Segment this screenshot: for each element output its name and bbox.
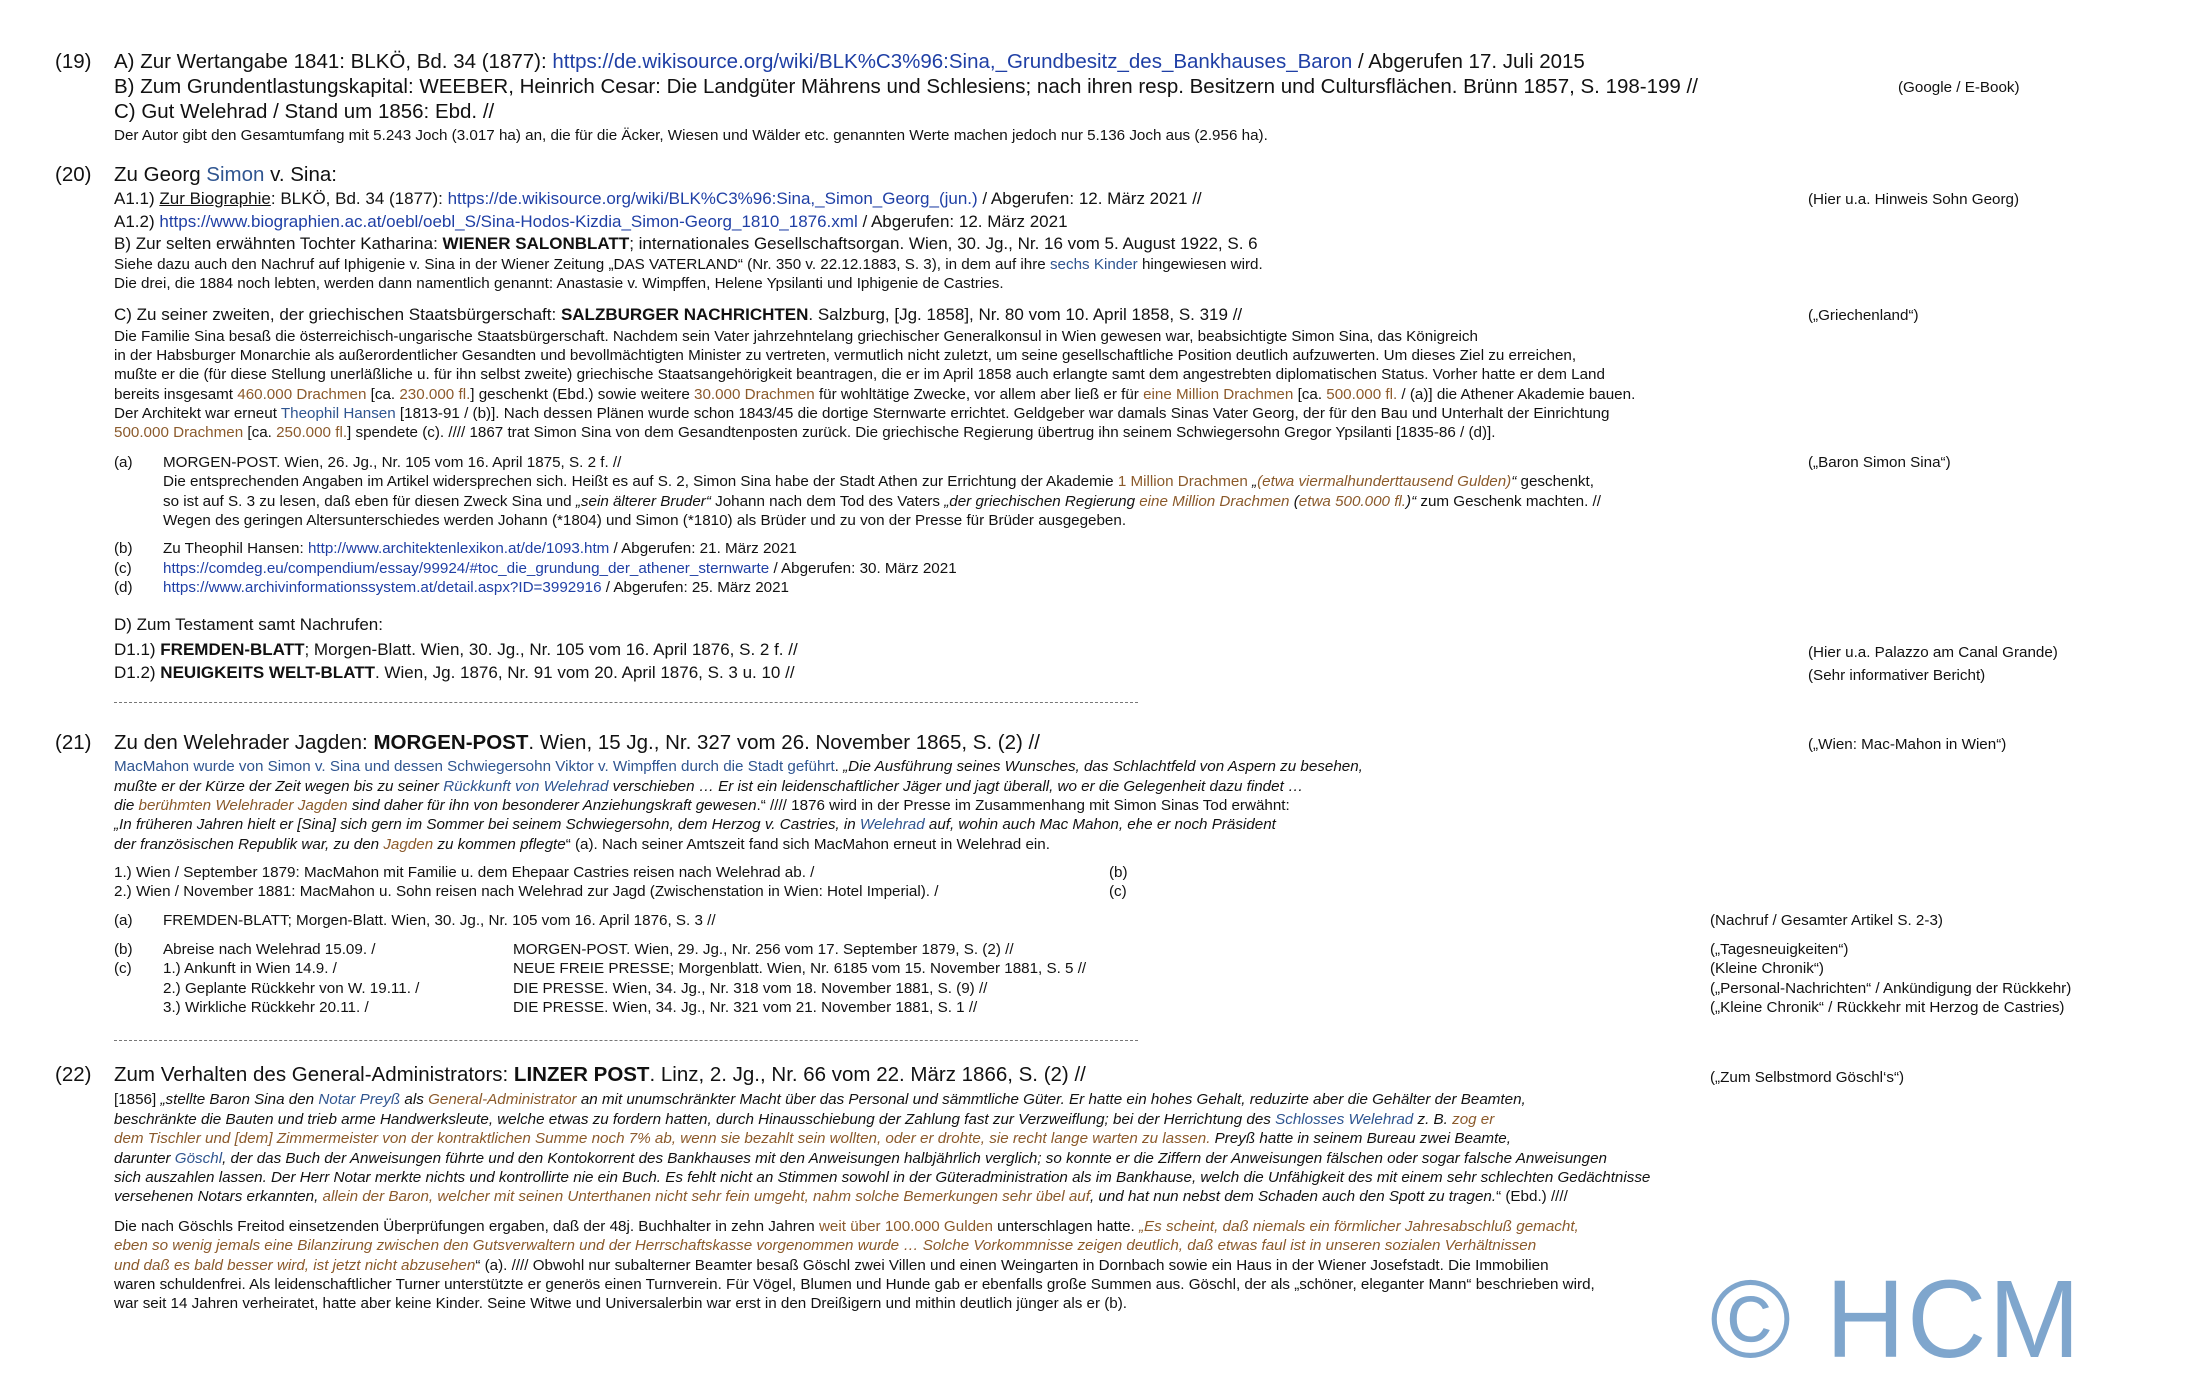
text-line: D1.1) FREMDEN-BLATT; Morgen-Blatt. Wien, 30. Jg., Nr. 105 vom 16. April 1876, S. 2 f. //	[114, 640, 798, 659]
text-line: und daß es bald besser wird, ist jetzt nicht abzusehen“ (a). //// Obwohl nur subalterner Beamter besaß Göschl zwei Villen und einen Weingarten in Dornbach sowie ein Haus in der Wiener Josefstadt. Die Immobilien	[114, 1257, 1549, 1274]
text-line: (Nachruf / Gesamter Artikel S. 2-3)	[1710, 912, 1943, 929]
text-line: 2.) Geplante Rückkehr von W. 19.11. /	[163, 980, 420, 997]
text-line: Die drei, die 1884 noch lebten, werden dann namentlich genannt: Anastasie v. Wimpffen, Helene Ypsilanti und Iphigenie de Castries.	[114, 275, 1004, 292]
text-line: FREMDEN-BLATT; Morgen-Blatt. Wien, 30. Jg., Nr. 105 vom 16. April 1876, S. 3 //	[163, 912, 716, 929]
text-line: Zum Verhalten des General-Administrators: LINZER POST. Linz, 2. Jg., Nr. 66 vom 22. März 1866, S. (2) //	[114, 1063, 1086, 1086]
text-line: DIE PRESSE. Wien, 34. Jg., Nr. 321 vom 21. November 1881, S. 1 //	[513, 999, 978, 1016]
text-line: war seit 14 Jahren verheiratet, hatte aber keine Kinder. Seine Witwe und Universalerbin war erst in den Dreißigern und mithin deutlich jünger als er (b).	[114, 1295, 1128, 1312]
text-line: (Google / E-Book)	[1898, 79, 2020, 96]
text-line: Die nach Göschls Freitod einsetzenden Überprüfungen ergaben, daß der 48j. Buchhalter in zehn Jahren weit über 100.000 Gulden unterschlagen hatte. „Es scheint, daß niemals ein förmlicher Jahresabschluß gemacht,	[114, 1218, 1579, 1235]
text-line: Die entsprechenden Angaben im Artikel widersprechen sich. Heißt es auf S. 2, Simon Sina habe der Stadt Athen zur Errichtung der Akademie 1 Million Drachmen „(etwa viermalhunderttausend Gulden)“ geschenkt,	[163, 473, 1594, 490]
text-line: (Sehr informativer Bericht)	[1808, 667, 1986, 684]
text-line: Zu Theophil Hansen: http://www.architektenlexikon.at/de/1093.htm / Abgerufen: 21. März 2021	[163, 540, 797, 557]
text-line: (a)	[114, 912, 133, 929]
text-line: (b)	[114, 540, 133, 557]
text-line: B) Zum Grundentlastungskapital: WEEBER, Heinrich Cesar: Die Landgüter Mährens und Schlesiens; nach ihren resp. Besitzern und Cultursflächen. Brünn 1857, S. 198-199 //	[114, 75, 1698, 98]
text-line: der französischen Republik war, zu den Jagden zu kommen pflegte“ (a). Nach seiner Amtszeit fand sich MacMahon erneut in Welehrad ein.	[114, 836, 1050, 853]
text-line: NEUE FREIE PRESSE; Morgenblatt. Wien, Nr. 6185 vom 15. November 1881, S. 5 //	[513, 960, 1087, 977]
text-line: (20)	[55, 163, 92, 186]
text-line: bereits insgesamt 460.000 Drachmen [ca. 230.000 fl.] geschenkt (Ebd.) sowie weitere 30.000 Drachmen für wohltätige Zwecke, vor allem aber ließ er für eine Million Drachmen [ca. 500.000 fl. / (a)] die Athener Akademie bauen.	[114, 386, 1636, 403]
text-line: 1.) Ankunft in Wien 14.9. /	[163, 960, 337, 977]
text-line: (19)	[55, 50, 92, 73]
text-line: („Wien: Mac-Mahon in Wien“)	[1808, 736, 2007, 753]
text-line: („Zum Selbstmord Göschl‘s“)	[1710, 1069, 1905, 1086]
text-line: Zu Georg Simon v. Sina:	[114, 163, 337, 186]
text-line: Der Autor gibt den Gesamtumfang mit 5.243 Joch (3.017 ha) an, die für die Äcker, Wiesen und Wälder etc. genannten Werte machen jedoch nur 5.136 Joch aus (2.956 ha).	[114, 127, 1268, 144]
text-line: Die Familie Sina besaß die österreichisch-ungarische Staatsbürgerschaft. Nachdem sein Vater jahrzehntelang griechischer Generalkonsul in Wien gewesen war, beabsichtigte Simon Sina, das Königreich	[114, 328, 1478, 345]
text-line: MORGEN-POST. Wien, 26. Jg., Nr. 105 vom 16. April 1875, S. 2 f. //	[163, 454, 622, 471]
text-line: https://comdeg.eu/compendium/essay/99924/#toc_die_grundung_der_athener_sternwarte / Abgerufen: 30. März 2021	[163, 560, 957, 577]
text-line: (c)	[114, 560, 132, 577]
text-line: („Personal-Nachrichten“ / Ankündigung der Rückkehr)	[1710, 980, 2072, 997]
text-line: („Kleine Chronik“ / Rückkehr mit Herzog de Castries)	[1710, 999, 2065, 1016]
text-line: Der Architekt war erneut Theophil Hansen [1813-91 / (b)]. Nach dessen Plänen wurde schon 1843/45 die dortige Sternwarte errichtet. Geldgeber war damals Sinas Vater Georg, der für den Bau und Unterhalt der Einrichtung	[114, 405, 1610, 422]
text-line: 1.) Wien / September 1879: MacMahon mit Familie u. dem Ehepaar Castries reisen nach Welehrad ab. /	[114, 864, 815, 881]
text-line: („Baron Simon Sina“)	[1808, 454, 1951, 471]
text-line: waren schuldenfrei. Als leidenschaftlicher Turner unterstützte er generös einen Turnverein. Für Vögel, Blumen und Hunde gab er ebenfalls große Summen aus. Göschl, der als „schöner, eleganter Mann“ beschrieben wird,	[114, 1276, 1595, 1293]
text-line: 2.) Wien / November 1881: MacMahon u. Sohn reisen nach Welehrad zur Jagd (Zwischenstation in Wien: Hotel Imperial). /	[114, 883, 939, 900]
text-line: https://www.archivinformationssystem.at/detail.aspx?ID=3992916 / Abgerufen: 25. März 2021	[163, 579, 789, 596]
text-line: (Hier u.a. Hinweis Sohn Georg)	[1808, 191, 2020, 208]
text-line: D1.2) NEUIGKEITS WELT-BLATT. Wien, Jg. 1876, Nr. 91 vom 20. April 1876, S. 3 u. 10 //	[114, 663, 795, 682]
text-line: Abreise nach Welehrad 15.09. /	[163, 941, 376, 958]
text-line: dem Tischler und [dem] Zimmermeister von der kontraktlichen Summe noch 7% ab, wenn sie bezahlt sein wollten, oder er drohte, sie recht lange warten zu lassen. Preyß hatte in seinem Bureau zwei Beamte,	[114, 1130, 1511, 1147]
text-line: B) Zur selten erwähnten Tochter Katharina: WIENER SALONBLATT; internationales Gesellschaftsorgan. Wien, 30. Jg., Nr. 16 vom 5. August 1922, S. 6	[114, 234, 1258, 253]
text-line: Wegen des geringen Altersunterschiedes werden Johann (*1804) und Simon (*1810) als Brüder und zu von der Presse für Brüder ausgegeben.	[163, 512, 1127, 529]
text-line: DIE PRESSE. Wien, 34. Jg., Nr. 318 vom 18. November 1881, S. (9) //	[513, 980, 988, 997]
section-divider	[114, 702, 1138, 703]
text-line: A1.2) https://www.biographien.ac.at/oebl/oebl_S/Sina-Hodos-Kizdia_Simon-Georg_1810_1876.xml / Abgerufen: 12. März 2021	[114, 212, 1068, 231]
text-line: 3.) Wirkliche Rückkehr 20.11. /	[163, 999, 369, 1016]
text-line: A1.1) Zur Biographie: BLKÖ, Bd. 34 (1877): https://de.wikisource.org/wiki/BLK%C3%96:Sina,_Simon_Georg_(jun.) / Abgerufen: 12. März 2021 //	[114, 189, 1202, 208]
text-line: (a)	[114, 454, 133, 471]
section-divider	[114, 1040, 1138, 1041]
text-line: sich auszahlen lassen. Der Herr Notar merkte nichts und kontrollirte nie ein Buch. Es fehlt nicht an Stimmen sowohl in der Güteradministration als im Bankhause, welch die Unfähigkeit des mit einem sehr schlechten Gedächtnisse	[114, 1169, 1651, 1186]
text-line: eben so wenig jemals eine Bilanzirung zwischen den Gutsverwaltern und der Herrschaftskasse vorgenommen wurde … Solche Vorkommnisse zeigen deutlich, daß etwas faul ist in unseren sozialen Verhältnissen	[114, 1237, 1537, 1254]
text-line: (d)	[114, 579, 133, 596]
text-line: C) Gut Welehrad / Stand um 1856: Ebd. //	[114, 100, 495, 123]
text-line: darunter Göschl, der das Buch der Anweisungen führte und den Kontokorrent des Bankhauses mit den Anweisungen halbjährlich verglich; so konnte er die Ziffern der Anweisungen fälschen oder sogar falsche Anweisungen	[114, 1150, 1607, 1167]
text-line: „In früheren Jahren hielt er [Sina] sich gern im Sommer bei seinem Schwiegersohn, dem Herzog v. Castries, in Welehrad auf, wohin auch Mac Mahon, ehe er noch Präsident	[114, 816, 1276, 833]
text-line: Siehe dazu auch den Nachruf auf Iphigenie v. Sina in der Wiener Zeitung „DAS VATERLAND“ (Nr. 350 v. 22.12.1883, S. 3), in dem auf ihre sechs Kinder hingewiesen wird.	[114, 256, 1263, 273]
text-line: (22)	[55, 1063, 92, 1086]
text-line: (b)	[114, 941, 133, 958]
text-line: MORGEN-POST. Wien, 29. Jg., Nr. 256 vom 17. September 1879, S. (2) //	[513, 941, 1014, 958]
text-line: mußte er die (für diese Stellung unerläßliche u. für ihn selbst zweite) griechische Staatsangehörigkeit beantragen, die er im April 1858 auch erlangte samt dem angestrebten diplomatischen Status. Vorher hatte er dem Land	[114, 366, 1605, 383]
text-line: („Tagesneuigkeiten“)	[1710, 941, 1849, 958]
text-line: beschränkte die Bauten und trieb arme Handwerksleute, welche etwas zu fordern hatten, durch Hinausschiebung der Zahlung fast zur Verzweiflung; bei der Herrichtung des Schlosses Welehrad z. B. zog er	[114, 1111, 1495, 1128]
text-line: C) Zu seiner zweiten, der griechischen Staatsbürgerschaft: SALZBURGER NACHRICHTEN. Salzburg, [Jg. 1858], Nr. 80 vom 10. April 1858, S. 319 //	[114, 305, 1243, 324]
text-line: (Hier u.a. Palazzo am Canal Grande)	[1808, 644, 2058, 661]
text-line: mußte er der Kürze der Zeit wegen bis zu seiner Rückkunft von Welehrad verschieben … Er ist ein leidenschaftlicher Jäger und jagt überall, wo er die Gelegenheit dazu findet …	[114, 778, 1304, 795]
text-line: in der Habsburger Monarchie als außerordentlicher Gesandten und bevollmächtigten Minister zu vertreten, vermutlich nicht zuletzt, um seine gesellschaftliche Position deutlich aufzuwerten. Um dieses Ziel zu erreichen,	[114, 347, 1577, 364]
text-line: versehenen Notars erkannten, allein der Baron, welcher mit seinen Unterthanen nicht sehr fein umgeht, nahm solche Bemerkungen sehr übel auf, und hat nun nebst dem Schaden auch den Spott zu tragen.“ (Ebd.) ////	[114, 1188, 1568, 1205]
text-line: (c)	[1109, 883, 1127, 900]
text-line: D) Zum Testament samt Nachrufen:	[114, 615, 383, 634]
text-line: („Griechenland“)	[1808, 307, 1919, 324]
text-line: 500.000 Drachmen [ca. 250.000 fl.] spendete (c). //// 1867 trat Simon Sina von dem Gesandtenposten zurück. Die griechische Regierung übertrug ihn seinem Schwiegersohn Gregor Ypsilanti [1835-86 / (d)].	[114, 424, 1496, 441]
text-line: (c)	[114, 960, 132, 977]
text-line: (Kleine Chronik“)	[1710, 960, 1824, 977]
text-line: Zu den Welehrader Jagden: MORGEN-POST. Wien, 15 Jg., Nr. 327 vom 26. November 1865, S. (2) //	[114, 731, 1040, 754]
text-line: [1856] „stellte Baron Sina den Notar Preyß als General-Administrator an mit unumschränkter Macht über das Personal und sämmtliche Güter. Er hatte ein hohes Gehalt, reduzirte aber die Gehälter der Beamten,	[114, 1091, 1526, 1108]
text-line: MacMahon wurde von Simon v. Sina und dessen Schwiegersohn Viktor v. Wimpffen durch die Stadt geführt. „Die Ausführung seines Wunsches, das Schlachtfeld von Aspern zu besehen,	[114, 758, 1363, 775]
text-line: (b)	[1109, 864, 1128, 881]
text-line: so ist auf S. 3 zu lesen, daß eben für diesen Zweck Sina und „sein älterer Bruder“ Johann nach dem Tod des Vaters „der griechischen Regierung eine Million Drachmen (etwa 500.000 fl.)“ zum Geschenk machten. //	[163, 493, 1602, 510]
text-line: A) Zur Wertangabe 1841: BLKÖ, Bd. 34 (1877): https://de.wikisource.org/wiki/BLK%C3%96:Sina,_Grundbesitz_des_Bankhauses_Baron / Abgerufen 17. Juli 2015	[114, 50, 1585, 73]
text-line: (21)	[55, 731, 92, 754]
copyright-watermark: © HCM	[1710, 1258, 2083, 1381]
text-line: die berühmten Welehrader Jagden sind daher für ihn von besonderer Anziehungskraft gewesen.“ //// 1876 wird in der Presse im Zusammenhang mit Simon Sinas Tod erwähnt:	[114, 797, 1290, 814]
